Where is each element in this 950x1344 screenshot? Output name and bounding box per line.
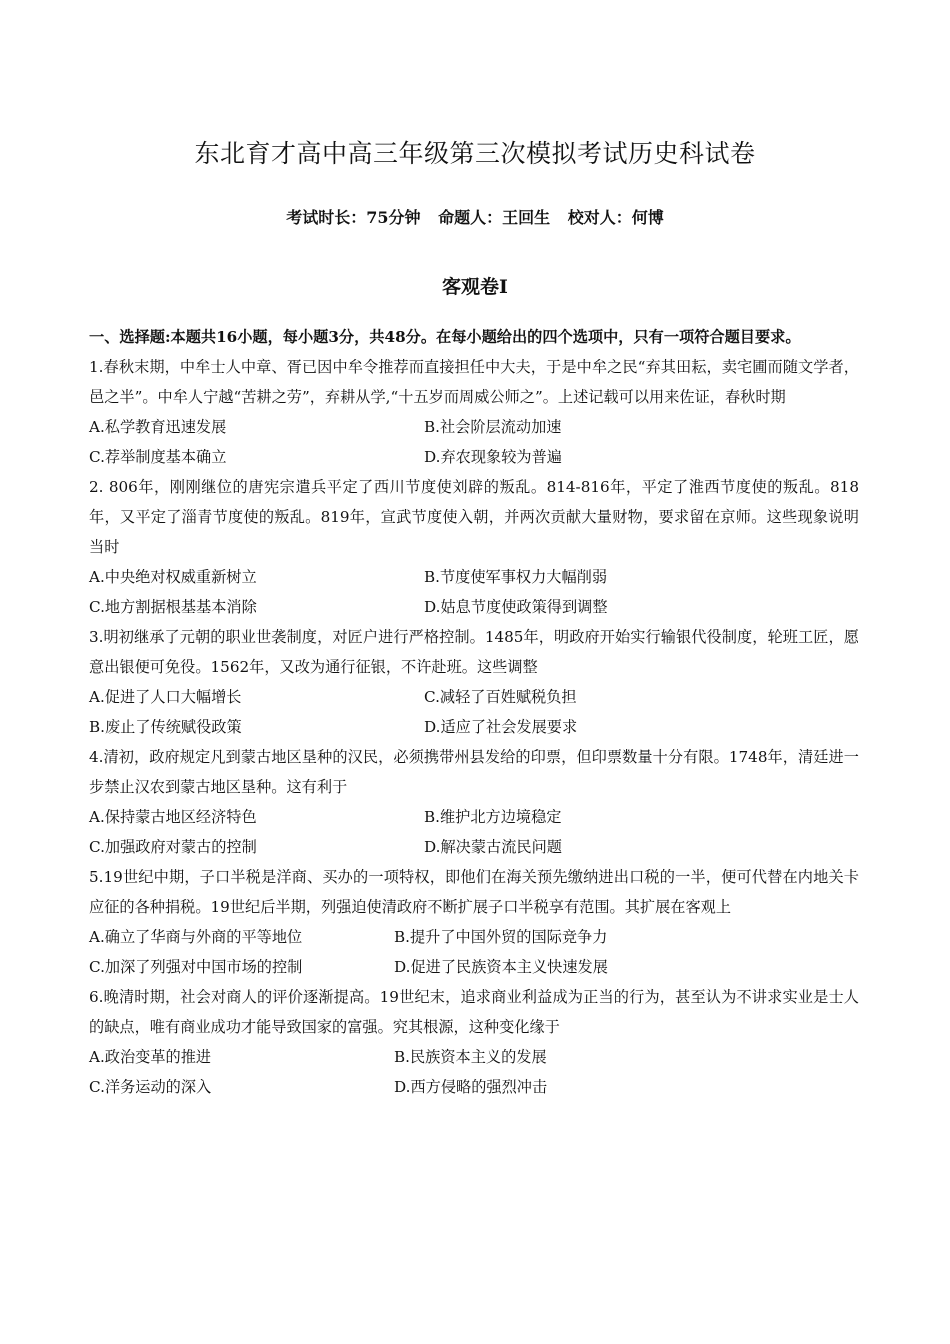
exam-proofreader: 校对人：何博 <box>567 208 664 227</box>
question-stem: 3.明初继承了元朝的职业世袭制度，对匠户进行严格控制。1485年，明政府开始实行输银代役制度，轮班工匠，愿意出银便可免役。1562年，又改为通行征银，不许赴班。这些调整 <box>89 628 859 676</box>
question-6 <box>89 982 859 1102</box>
option-b: B.废止了传统赋役政策 <box>89 718 242 736</box>
question-options <box>89 802 859 862</box>
question-options <box>89 1042 859 1102</box>
option-d: D.西方侵略的强烈冲击 <box>394 1078 548 1096</box>
question-3 <box>89 622 859 742</box>
option-c: C.洋务运动的深入 <box>89 1078 212 1096</box>
question-1 <box>89 352 859 472</box>
section-instructions: 一、选择题:本题共16小题，每小题3分，共48分。在每小题给出的四个选项中，只有一项符合题目要求。 <box>89 328 801 346</box>
option-d: D.解决蒙古流民问题 <box>424 838 562 856</box>
option-c: C.地方割据根基基本消除 <box>89 598 257 616</box>
option-b: B.节度使军事权力大幅削弱 <box>424 568 608 586</box>
question-list <box>89 322 859 1102</box>
option-c: C.荐举制度基本确立 <box>89 448 227 466</box>
option-a: A.保持蒙古地区经济特色 <box>89 808 257 826</box>
option-d: D.姑息节度使政策得到调整 <box>424 598 608 616</box>
question-4 <box>89 742 859 862</box>
option-a: A.中央绝对权威重新树立 <box>89 568 257 586</box>
exam-meta <box>0 205 950 228</box>
option-a: A.私学教育迅速发展 <box>89 418 227 436</box>
question-5 <box>89 862 859 982</box>
option-b: B.提升了中国外贸的国际竞争力 <box>394 928 608 946</box>
option-d: D.促进了民族资本主义快速发展 <box>394 958 608 976</box>
question-options <box>89 562 859 622</box>
section-title: 客观卷Ⅰ <box>442 276 508 298</box>
option-c: C.加深了列强对中国市场的控制 <box>89 958 303 976</box>
exam-author: 命题人：王回生 <box>438 208 551 227</box>
question-stem: 4.清初，政府规定凡到蒙古地区垦种的汉民，必须携带州县发给的印票，但印票数量十分有限。1748年，清廷进一步禁止汉农到蒙古地区垦种。这有利于 <box>89 748 859 796</box>
question-2 <box>89 472 859 622</box>
exam-title: 东北育才高中高三年级第三次模拟考试历史科试卷 <box>194 139 756 168</box>
option-a: A.政治变革的推进 <box>89 1048 212 1066</box>
option-c: C.加强政府对蒙古的控制 <box>89 838 257 856</box>
question-stem: 1.春秋末期，中牟士人中章、胥已因中牟令推荐而直接担任中大夫，于是中牟之民“弃其田耘，卖宅圃而随文学者，邑之半”。中牟人宁越“苦耕之劳”，弃耕从学,“十五岁而周威公师之”。上述记载可以用来佐证，春秋时期 <box>89 358 859 406</box>
option-d: D.适应了社会发展要求 <box>424 718 578 736</box>
question-stem: 2. 806年，刚刚继位的唐宪宗遣兵平定了西川节度使刘辟的叛乱。814-816年，平定了淮西节度使的叛乱。818年，又平定了淄青节度使的叛乱。819年，宣武节度使入朝，并两次贡献大量财物，要求留在京师。这些现象说明当时 <box>89 478 859 556</box>
question-options <box>89 682 859 742</box>
question-stem: 5.19世纪中期，子口半税是洋商、买办的一项特权，即他们在海关预先缴纳进出口税的一半，便可代替在内地关卡应征的各种捐税。19世纪后半期，列强迫使清政府不断扩展子口半税享有范围。其扩展在客观上 <box>89 868 859 916</box>
option-b: B.社会阶层流动加速 <box>424 418 562 436</box>
option-a: A.确立了华商与外商的平等地位 <box>89 928 303 946</box>
option-b: B.民族资本主义的发展 <box>394 1048 547 1066</box>
option-d: D.弃农现象较为普遍 <box>424 448 562 466</box>
question-options <box>89 412 859 472</box>
question-options <box>89 922 859 982</box>
option-c: C.减轻了百姓赋税负担 <box>424 688 577 706</box>
option-a: A.促进了人口大幅增长 <box>89 688 242 706</box>
exam-duration: 考试时长：75分钟 <box>286 208 421 227</box>
option-b: B.维护北方边境稳定 <box>424 808 562 826</box>
question-stem: 6.晚清时期，社会对商人的评价逐渐提高。19世纪末，追求商业利益成为正当的行为，甚至认为不讲求实业是士人的缺点，唯有商业成功才能导致国家的富强。究其根源，这种变化缘于 <box>89 988 859 1036</box>
